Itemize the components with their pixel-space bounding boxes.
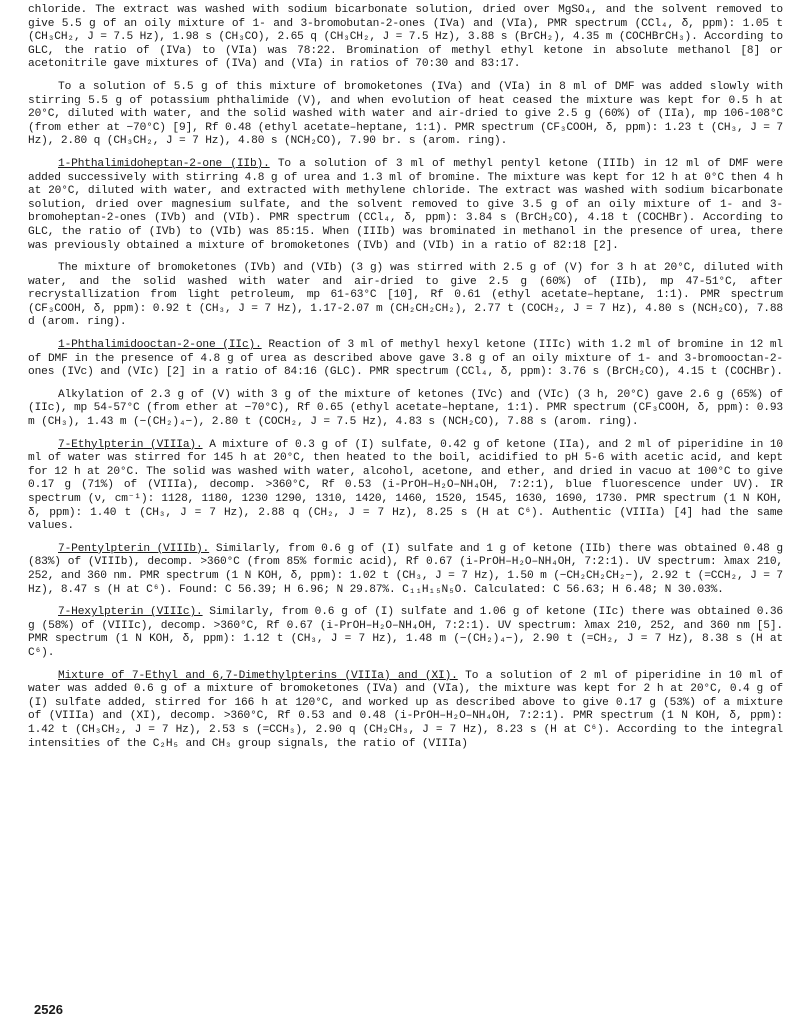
paragraph	[28, 606, 783, 660]
section-heading: 7-Hexylpterin (VIIIc).	[58, 606, 203, 619]
paragraph-text: Alkylation of 2.3 g of (V) with 3 g of the mixture of ketones (IVc) and (VIc) (3 h, 20°C) gave 2.6 g (65%) of (IIc), mp 54-57°C (from ether at −70°C), Rf 0.65 (ethyl acetate–heptane, 1:1). PMR spectrum (CF₃COOH, δ, ppm): 0.93 m (CH₃), 1.43 m (−(CH₂)₄−), 2.80 t (COCH₂, J = 7.5 Hz), 4.83 s (NCH₂CO), 7.88 s (arom. ring).	[28, 388, 783, 429]
paragraph	[28, 4, 783, 72]
paragraph	[28, 262, 783, 330]
paragraph	[28, 543, 783, 597]
section-heading: 7-Pentylpterin (VIIIb).	[58, 542, 210, 555]
paragraph	[28, 439, 783, 534]
paragraph	[28, 158, 783, 253]
paragraph	[28, 339, 783, 380]
section-heading: 7-Ethylpterin (VIIIa).	[58, 438, 203, 451]
paragraph-text: To a solution of 3 ml of methyl pentyl ketone (IIIb) in 12 ml of DMF were added successively with stirring 4.8 g of urea and 1.3 ml of bromine. The mixture was kept for 12 h at 0°C then 4 h at 20°C, diluted with water, and extracted with methylene chloride. The extract was washed with sodium bicarbonate solution, dried over magnesium sulfate, and the solvent removed to give 3.5 g of an oily mixture of 1- and 3-bromoheptan-2-ones (IVb) and (VIb). PMR spectrum (CCl₄, δ, ppm): 3.84 s (BrCH₂CO), 4.18 t (COCHBr). According to GLC, the ratio of (IVb) to (VIb) was 85:15. When (IIIb) was brominated in methanol in the presence of urea, there was previously obtained a mixture of bromoketones (IVb) and (VIb) in a ratio of 82:18 [2].	[28, 157, 783, 252]
paragraph-text: To a solution of 2 ml of piperidine in 10 ml of water was added 0.6 g of a mixture of bromoketones (IVa) and (VIa), the mixture was kept for 2 h at 20°C, 0.4 g of (I) sulfate added, stirred for 166 h at 120°C, and worked up as described above to give 0.17 g (53%) of a mixture of (VIIIa) and (XI), decomp. >360°C, Rf 0.53 and 0.48 (i-PrOH–H₂O–NH₄OH, 7:2:1). PMR spectrum (1 N KOH, δ, ppm): 1.42 t (CH₃CH₂, J = 7 Hz), 2.53 s (=CCH₃), 2.90 q (CH₂CH₃, J = 7 Hz), 8.23 s (H at C⁶). According to the integral intensities of the C₂H₅ and CH₃ group signals, the ratio of (VIIIa)	[28, 669, 783, 750]
paragraph-text: Reaction of 3 ml of methyl hexyl ketone (IIIc) with 1.2 ml of bromine in 12 ml of DMF in the presence of 4.8 g of urea as described above gave 3.8 g of an oily mixture of 1- and 3-bromooctan-2-ones (IVc) and (VIc) [2] in a ratio of 84:16 (GLC). PMR spectrum (CCl₄, δ, ppm): 3.76 s (BrCH₂CO), 4.15 t (COCHBr).	[28, 339, 783, 379]
section-heading: 1-Phthalimidoheptan-2-one (IIb).	[58, 157, 270, 170]
article-body	[28, 4, 783, 751]
paragraph	[28, 670, 783, 752]
paragraph-text: To a solution of 5.5 g of this mixture of bromoketones (IVa) and (VIa) in 8 ml of DMF was added slowly with stirring 5.5 g of potassium phthalimide (V), and when evolution of heat ceased the mixture was kept for 0.5 h at 20°C, diluted with water, and the solid washed with water and air-dried to give 2.5 g (60%) of (IIa), mp 106-108°C (from ether at −70°C) [9], Rf 0.48 (ethyl acetate–heptane, 1:1). PMR spectrum (CF₃COOH, δ, ppm): 1.23 t (CH₃, J = 7 Hz), 2.80 q (CH₃CH₂, J = 7 Hz), 4.80 s (NCH₂CO), 7.90 br. s (arom. ring).	[28, 80, 783, 148]
paragraph-text: Similarly, from 0.6 g of (I) sulfate and 1.06 g of ketone (IIc) there was obtained 0.36 g (58%) of (VIIIc), decomp. >360°C, Rf 0.67 (i-PrOH–H₂O–NH₄OH, 7:2:1). UV spectrum: λmax 210, 252, and 360 nm [5]. PMR spectrum (1 N KOH, δ, ppm): 1.12 t (CH₃, J = 7 Hz), 1.48 m (−(CH₂)₄−), 2.90 t (=CH₂, J = 7 Hz), 8.38 s (H at C⁶).	[28, 606, 783, 659]
paragraph	[28, 389, 783, 430]
paragraph-text: chloride. The extract was washed with sodium bicarbonate solution, dried over MgSO₄, and the solvent removed to give 5.5 g of an oily mixture of 1- and 3-bromobutan-2-ones (IVa) and (VIa), PMR spectrum (CCl₄, δ, ppm): 1.05 t (CH₃CH₂, J = 7.5 Hz), 1.98 s (CH₃CO), 2.65 q (CH₃CH₂, J = 7.5 Hz), 3.88 s (BrCH₂), 4.35 m (COCHBrCH₃). According to GLC, the ratio of (IVa) to (VIa) was 78:22. Bromination of methyl ethyl ketone in absolute methanol [8] or acetonitrile gave mixtures of (IVa) and (VIa) in ratios of 70:30 and 83:17.	[28, 4, 783, 71]
page-number: 2526	[34, 1002, 63, 1017]
section-heading: Mixture of 7-Ethyl and 6,7-Dimethylpterins (VIIIa) and (XI).	[58, 669, 458, 682]
section-heading: 1-Phthalimidooctan-2-one (IIc).	[58, 339, 262, 352]
paragraph-text: The mixture of bromoketones (IVb) and (VIb) (3 g) was stirred with 2.5 g of (V) for 3 h at 20°C, diluted with water, and the solid washed with water and air-dried to give 2.5 g (60%) of (IIb), mp 47-51°C, after recrystallization from light petroleum, mp 61-63°C [10], Rf 0.61 (ethyl acetate–heptane, 1:1). PMR spectrum (CF₃COOH, δ, ppm): 0.92 t (CH₃, J = 7 Hz), 1.17-2.07 m (CH₂CH₂CH₂), 2.77 t (COCH₂, J = 7 Hz), 4.80 s (NCH₂CO), 7.88 d (arom. ring).	[28, 262, 783, 329]
paragraph-text: A mixture of 0.3 g of (I) sulfate, 0.42 g of ketone (IIa), and 2 ml of piperidine in 10 ml of water was stirred for 145 h at 20°C, then heated to the boil, acidified to pH 5-6 with acetic acid, and kept for 12 h at 20°C. The solid was washed with water, alcohol, acetone, and ether, and dried in vacuo at 100°C to give 0.17 g (71%) of (VIIIa), decomp. >360°C, Rf 0.53 (i-PrOH–H₂O–NH₄OH, 7:2:1), blue fluorescence under UV). IR spectrum (ν, cm⁻¹): 1128, 1180, 1230 1290, 1310, 1420, 1460, 1520, 1545, 1630, 1690, 1730. PMR spectrum (1 N KOH, δ, ppm): 1.40 t (CH₃, J = 7 Hz), 2.88 q (CH₂, J = 7 Hz), 8.25 s (H at C⁶). Authentic (VIIIa) [4] had the same values.	[28, 438, 783, 533]
paragraph	[28, 81, 783, 149]
paragraph-text: Similarly, from 0.6 g of (I) sulfate and 1 g of ketone (IIb) there was obtained 0.48 g (83%) of (VIIIb), decomp. >360°C (from 85% formic acid), Rf 0.67 (i-PrOH–H₂O–NH₄OH, 7:2:1). UV spectrum: λmax 210, 252, and 360 nm. PMR spectrum (1 N KOH, δ, ppm): 1.02 t (CH₃, J = 7 Hz), 1.50 m (−CH₂CH₂CH₂−), 2.92 t (=CCH₂, J = 7 Hz), 8.47 s (H at C⁶). Found: C 56.39; H 6.96; N 29.87%. C₁₁H₁₅N₅O. Calculated: C 56.63; H 6.48; N 30.03%.	[28, 542, 783, 596]
